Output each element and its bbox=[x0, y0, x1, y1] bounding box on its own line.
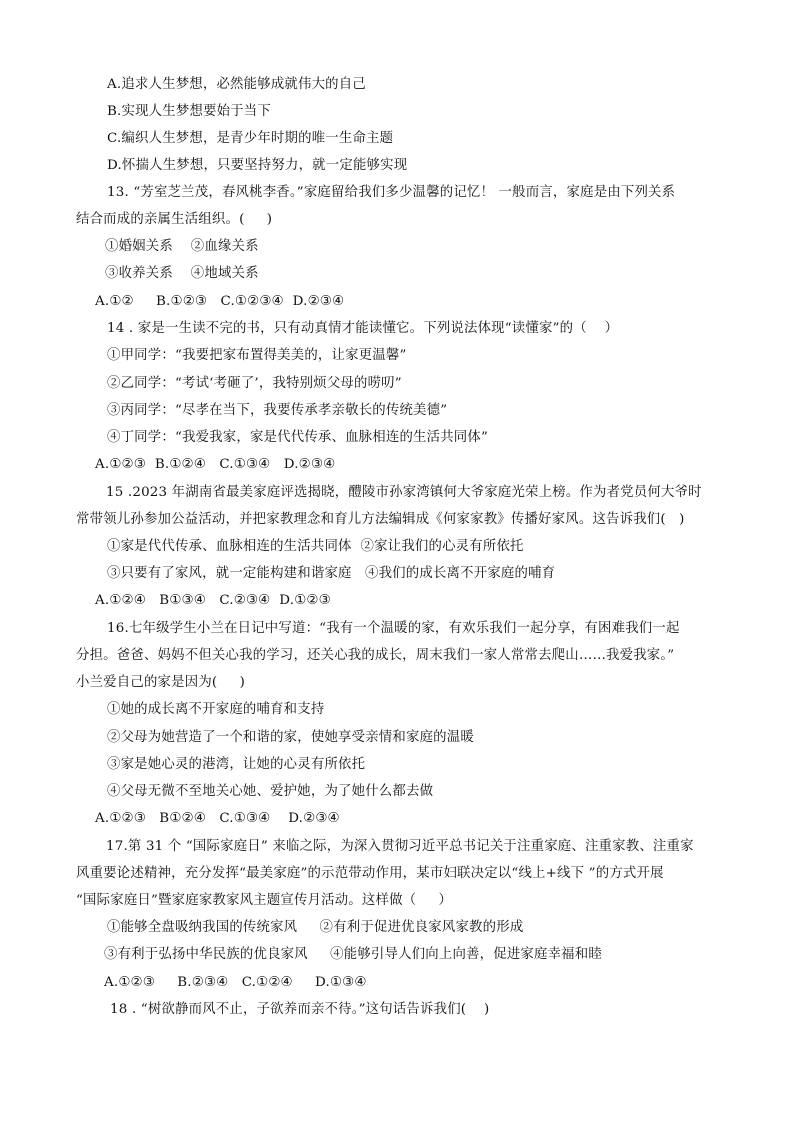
q14-stem: 14 . 家是一生读不完的书，只有动真情才能读懂它。下列说法体现“读懂家”的（ ） bbox=[107, 321, 619, 336]
q13-stem-line1: 13. “芳室芝兰茂，春风桃李香。”家庭留给我们多少温馨的记忆！ 一般而言，家庭是由下列关系 bbox=[107, 185, 676, 200]
q15-stem-line1: 15 .2023 年湖南省最美家庭评选揭晓，醴陵市孙家湾镇何大爷家庭光荣上榜。作为者党员何大爷时 bbox=[106, 485, 702, 500]
q13-statements-2: ③收养关系 ④地域关系 bbox=[105, 266, 259, 281]
q18-stem: 18 . “树欲静而风不止，子欲养而亲不待。”这句话告诉我们( ) bbox=[110, 1002, 490, 1017]
q12-option-a: A.追求人生梦想，必然能够成就伟大的自己 bbox=[107, 77, 366, 92]
q14-statement-3: ③丙同学：“尽孝在当下，我要传承孝亲敬长的传统美德” bbox=[107, 403, 448, 418]
q17-statements-2: ③有利于弘扬中华民族的优良家风 ④能够引导人们向上向善，促进家庭幸福和睦 bbox=[104, 947, 602, 962]
q13-choices: A.①② B.①②③ C.①②③④ D.②③④ bbox=[95, 294, 345, 309]
q14-statement-1: ①甲同学：“我要把家布置得美美的，让家更温馨” bbox=[107, 348, 407, 363]
q14-statement-4: ④丁同学：“我爱我家，家是代代传承、血脉相连的生活共同体” bbox=[107, 430, 489, 445]
q15-choices: A.①②④ B①③④ C.②③④ D.①②③ bbox=[95, 593, 331, 608]
q13-statements-1: ①婚姻关系 ②血缘关系 bbox=[105, 239, 259, 254]
q16-statement-3: ③家是她心灵的港湾，让她的心灵有所依托 bbox=[107, 757, 366, 772]
q17-stem-line1: 17.第 31 个 “国际家庭日” 来临之际，为深入贯彻习近平总书记关于注重家庭、注重家教、注重家 bbox=[106, 839, 694, 854]
q15-statements-2: ③只要有了家风，就一定能构建和谐家庭 ④我们的成长离不开家庭的哺育 bbox=[107, 566, 556, 581]
q17-statements-1: ①能够全盘吸纳我国的传统家风 ②有利于促进优良家风家教的形成 bbox=[107, 920, 524, 935]
q12-option-c: C.编织人生梦想，是青少年时期的唯一生命主题 bbox=[107, 131, 394, 146]
q15-statements-1: ①家是代代传承、血脉相连的生活共同体 ②家让我们的心灵有所依托 bbox=[107, 539, 524, 554]
q17-stem-line3: “国际家庭日”暨家庭家教家风主题宣传月活动。这样做（ ） bbox=[76, 893, 453, 908]
q16-stem-line1: 16.七年级学生小兰在日记中写道：“我有一个温暖的家，有欢乐我们一起分享，有困难我们一起 bbox=[107, 621, 680, 636]
q16-choices: A.①②③ B①②④ C.①③④ D.②③④ bbox=[95, 811, 340, 826]
q16-stem-line2: 分担。爸爸、妈妈不但关心我的学习，还关心我的成长，周末我们一家人常常去爬山……我爱我家。” bbox=[76, 648, 675, 663]
q16-statement-2: ②父母为她营造了一个和谐的家，使她享受亲情和家庭的温暖 bbox=[107, 730, 474, 745]
q15-stem-line2: 常带领儿孙参加公益活动，并把家教理念和育儿方法编辑成《何家家教》传播好家风。这告诉我们( ) bbox=[76, 512, 685, 527]
q13-stem-line2: 结合而成的亲属生活组织。( ) bbox=[76, 212, 273, 227]
q14-statement-2: ②乙同学：“考试‘考砸了’，我特别烦父母的唠叨” bbox=[107, 376, 402, 391]
q16-statement-4: ④父母无微不至地关心她、爱护她，为了她什么都去做 bbox=[107, 784, 434, 799]
q12-option-b: B.实现人生梦想要始于当下 bbox=[107, 104, 271, 119]
q16-statement-1: ①她的成长离不开家庭的哺育和支持 bbox=[107, 702, 325, 717]
q17-choices: A.①②③ B.②③④ C.①②④ D.①③④ bbox=[104, 975, 367, 990]
q17-stem-line2: 风重要论述精神，充分发挥“最美家庭”的示范带动作用，某市妇联决定以“线上+线下 ”的方式开展 bbox=[76, 866, 664, 881]
q16-stem-line3: 小兰爱自己的家是因为( ) bbox=[76, 675, 246, 690]
q12-option-d: D.怀揣人生梦想，只要坚持努力，就一定能够实现 bbox=[107, 158, 408, 173]
q14-choices: A.①②③ B.①②④ C.①③④ D.②③④ bbox=[95, 457, 336, 472]
